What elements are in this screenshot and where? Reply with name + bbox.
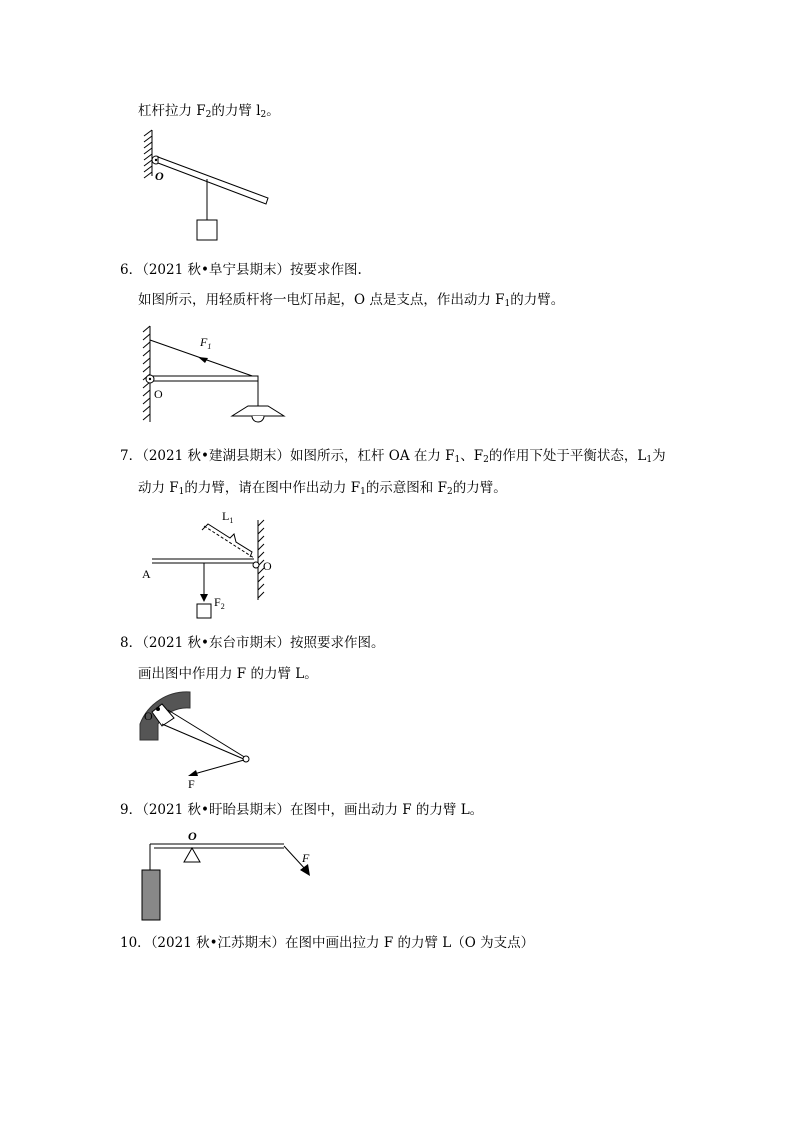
pivot-o	[253, 562, 259, 568]
force-f-line	[194, 760, 244, 774]
lever-rod	[158, 157, 268, 204]
q8-figure	[138, 688, 258, 792]
lever-rod	[152, 376, 258, 381]
pivot-o	[156, 707, 160, 711]
label-f1: $F_1$	[200, 335, 212, 351]
q9-source: 9．（2021 秋•盱眙县期末）在图中，画出动力 F 的力臂 L。	[120, 802, 484, 818]
q7-line2: 动力 $F_1$的力臂，请在图中作出动力 $F_1$的示意图和 $F_2$的力臂。	[138, 480, 507, 497]
q10-source: 10．（2021 秋•江苏期末）在图中画出拉力 F 的力臂 L（O 为支点）	[120, 935, 535, 951]
weight-block	[197, 220, 217, 240]
wall-hatching	[143, 326, 150, 422]
q7-line1: 7．（2021 秋•建湖县期末）如图所示，杠杆 OA 在力 $F_1$、$F_2$的作用下处于平衡状态，$L_1$为	[120, 448, 666, 465]
l1-dashed	[204, 526, 254, 558]
arrow-f1	[198, 357, 208, 363]
q6-body: 如图所示，用轻质杆将一电灯吊起，O 点是支点，作出动力 $F_1$的力臂。	[138, 292, 565, 309]
wall-hatching	[144, 130, 152, 178]
force-f-arrow	[188, 770, 198, 776]
label-o: O	[154, 387, 163, 401]
q6-source: 6．（2021 秋•阜宁县期末）按要求作图.	[120, 262, 362, 278]
end-point	[243, 756, 249, 762]
f2-arrow	[200, 594, 208, 602]
q5-figure	[138, 128, 278, 246]
label-f: F	[188, 777, 195, 791]
lamp-shade	[232, 406, 284, 416]
fulcrum	[184, 848, 200, 862]
lamp-bulb	[252, 416, 264, 422]
label-f: F	[302, 851, 310, 865]
weight-block	[197, 604, 211, 618]
q6-figure	[138, 322, 288, 434]
label-o: O	[155, 169, 164, 183]
q8-source: 8．（2021 秋•东台市期末）按照要求作图。	[120, 635, 385, 651]
q7-figure	[138, 508, 288, 626]
label-o: O	[144, 709, 153, 723]
q8-body: 画出图中作用力 F 的力臂 L。	[138, 666, 318, 682]
label-l1: $L_1$	[222, 509, 234, 525]
weight-block	[142, 870, 160, 920]
label-f2: $F_2$	[214, 595, 225, 611]
q5-tail-text: 杠杆拉力 $F_2$的力臂 $l_2$。	[138, 103, 280, 120]
label-o: O	[263, 559, 272, 573]
lever-upper	[168, 710, 246, 758]
lever-lower	[162, 724, 246, 760]
label-a: A	[142, 567, 151, 581]
q9-figure	[138, 826, 328, 924]
label-o: O	[188, 829, 197, 843]
